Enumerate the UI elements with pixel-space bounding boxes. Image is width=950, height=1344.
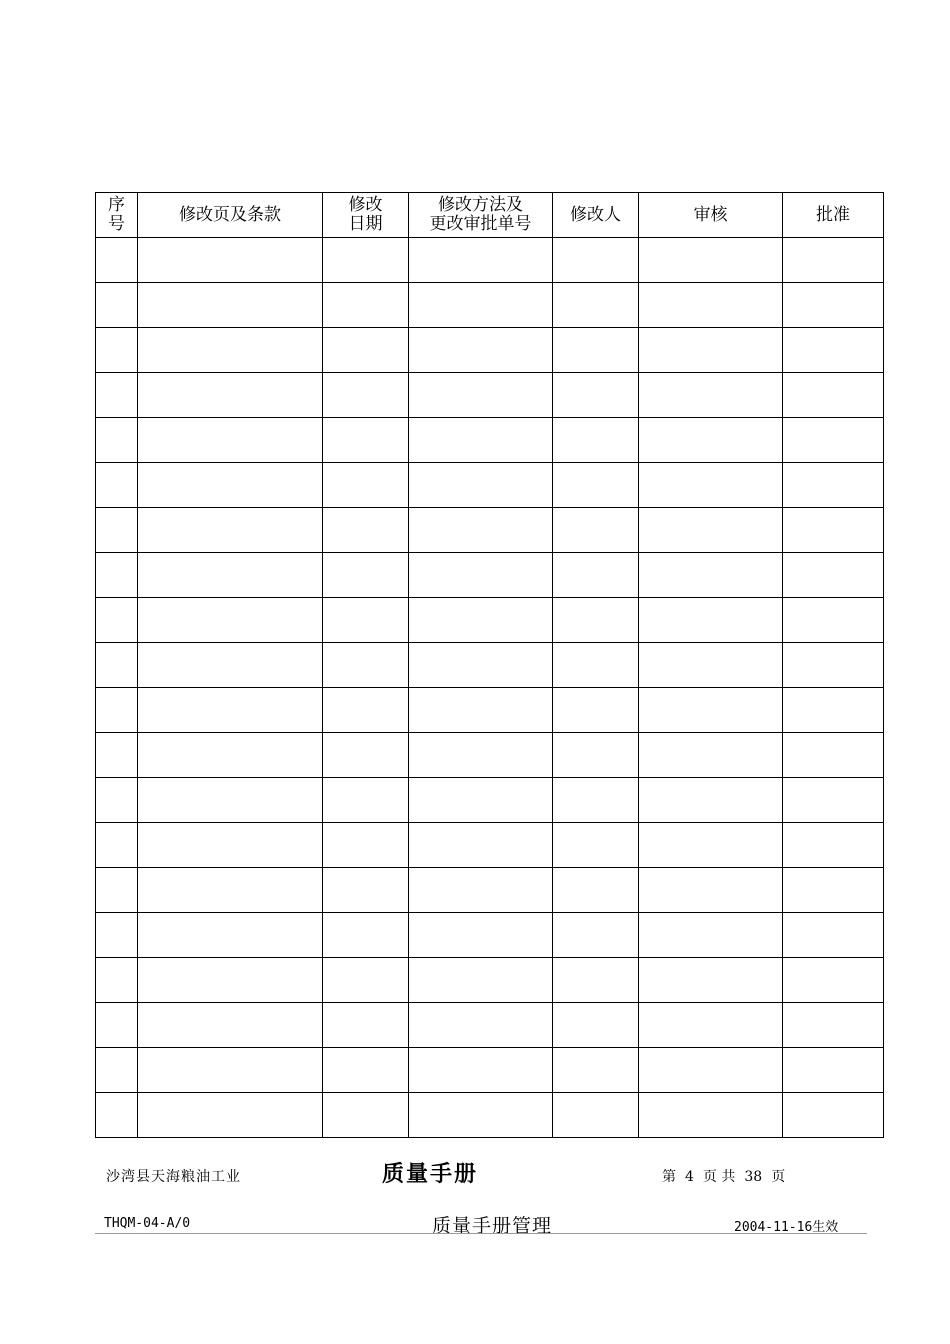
cell-pages-clauses xyxy=(138,418,323,463)
cell-pages-clauses xyxy=(138,463,323,508)
header-date xyxy=(323,193,409,238)
cell-reviewer xyxy=(639,598,783,643)
cell-seq xyxy=(96,958,138,1003)
cell-approver xyxy=(783,688,884,733)
cell-approver xyxy=(783,328,884,373)
cell-approver xyxy=(783,508,884,553)
cell-date xyxy=(323,1003,409,1048)
cell-date xyxy=(323,328,409,373)
table-header-row xyxy=(96,193,884,238)
cell-pages-clauses xyxy=(138,283,323,328)
cell-approver xyxy=(783,418,884,463)
cell-method xyxy=(409,463,553,508)
cell-reviewer xyxy=(639,1003,783,1048)
cell-method xyxy=(409,328,553,373)
cell-approver xyxy=(783,868,884,913)
header-seq xyxy=(96,193,138,238)
cell-method xyxy=(409,778,553,823)
page-total: 38 xyxy=(744,1169,763,1185)
cell-method xyxy=(409,238,553,283)
table-row xyxy=(96,1003,884,1048)
page-number: 4 xyxy=(685,1169,694,1185)
cell-date xyxy=(323,238,409,283)
header-modifier-line1: 修改人 xyxy=(570,204,621,225)
header-method-line2: 更改审批单号 xyxy=(429,214,532,234)
cell-modifier xyxy=(553,958,639,1003)
cell-seq xyxy=(96,643,138,688)
cell-method xyxy=(409,643,553,688)
cell-pages-clauses xyxy=(138,823,323,868)
cell-method xyxy=(409,418,553,463)
cell-reviewer xyxy=(639,508,783,553)
cell-date xyxy=(323,553,409,598)
cell-method xyxy=(409,733,553,778)
cell-pages-clauses xyxy=(138,238,323,283)
table-row xyxy=(96,643,884,688)
cell-date xyxy=(323,778,409,823)
cell-pages-clauses xyxy=(138,733,323,778)
header-seq-line1: 序 xyxy=(108,195,125,215)
cell-modifier xyxy=(553,598,639,643)
cell-pages-clauses xyxy=(138,508,323,553)
cell-modifier xyxy=(553,1048,639,1093)
cell-reviewer xyxy=(639,328,783,373)
cell-seq xyxy=(96,1003,138,1048)
cell-pages-clauses xyxy=(138,913,323,958)
table-row xyxy=(96,553,884,598)
cell-modifier xyxy=(553,688,639,733)
cell-date xyxy=(323,598,409,643)
section-title: 质量手册管理 xyxy=(432,1215,553,1237)
cell-date xyxy=(323,1093,409,1138)
cell-method xyxy=(409,553,553,598)
cell-seq xyxy=(96,598,138,643)
company-name: 沙湾县天海粮油工业 xyxy=(106,1169,241,1185)
cell-method xyxy=(409,823,553,868)
cell-reviewer xyxy=(639,868,783,913)
cell-seq xyxy=(96,373,138,418)
cell-modifier xyxy=(553,553,639,598)
page-label-suffix: 页 xyxy=(771,1169,786,1185)
table-row xyxy=(96,283,884,328)
cell-pages-clauses xyxy=(138,328,323,373)
cell-date xyxy=(323,1048,409,1093)
cell-modifier xyxy=(553,778,639,823)
cell-date xyxy=(323,508,409,553)
cell-date xyxy=(323,958,409,1003)
cell-pages-clauses xyxy=(138,958,323,1003)
cell-seq xyxy=(96,913,138,958)
cell-reviewer xyxy=(639,373,783,418)
cell-method xyxy=(409,373,553,418)
cell-pages-clauses xyxy=(138,373,323,418)
cell-method xyxy=(409,1093,553,1138)
cell-seq xyxy=(96,508,138,553)
cell-date xyxy=(323,823,409,868)
table-row xyxy=(96,1093,884,1138)
cell-pages-clauses xyxy=(138,1003,323,1048)
cell-approver xyxy=(783,283,884,328)
cell-date xyxy=(323,373,409,418)
cell-date xyxy=(323,868,409,913)
cell-approver xyxy=(783,238,884,283)
cell-seq xyxy=(96,1093,138,1138)
table-body xyxy=(96,238,884,1138)
cell-date xyxy=(323,418,409,463)
header-method-line1: 修改方法及 xyxy=(438,195,523,215)
header-pages-clauses xyxy=(138,193,323,238)
cell-modifier xyxy=(553,373,639,418)
cell-modifier xyxy=(553,643,639,688)
cell-reviewer xyxy=(639,283,783,328)
cell-approver xyxy=(783,958,884,1003)
cell-pages-clauses xyxy=(138,1048,323,1093)
cell-reviewer xyxy=(639,913,783,958)
cell-reviewer xyxy=(639,958,783,1003)
cell-pages-clauses xyxy=(138,778,323,823)
effective-date-value: 2004-11-16 xyxy=(734,1220,813,1235)
table-row xyxy=(96,373,884,418)
cell-seq xyxy=(96,328,138,373)
cell-pages-clauses xyxy=(138,553,323,598)
table-row xyxy=(96,328,884,373)
page-label-prefix: 第 xyxy=(662,1169,676,1185)
cell-method xyxy=(409,1048,553,1093)
table-row xyxy=(96,418,884,463)
header-seq-line2: 号 xyxy=(108,214,125,234)
cell-method xyxy=(409,913,553,958)
cell-modifier xyxy=(553,328,639,373)
header-date-line2: 日期 xyxy=(348,214,383,234)
header-pages-clauses-line1: 修改页及条款 xyxy=(179,204,281,225)
cell-date xyxy=(323,733,409,778)
page-label-mid: 页 共 xyxy=(702,1169,736,1185)
cell-seq xyxy=(96,418,138,463)
cell-approver xyxy=(783,598,884,643)
cell-seq xyxy=(96,238,138,283)
cell-modifier xyxy=(553,733,639,778)
cell-method xyxy=(409,508,553,553)
cell-date xyxy=(323,913,409,958)
table-row xyxy=(96,508,884,553)
cell-seq xyxy=(96,1048,138,1093)
cell-reviewer xyxy=(639,643,783,688)
cell-date xyxy=(323,688,409,733)
cell-pages-clauses xyxy=(138,688,323,733)
footer-divider xyxy=(95,1233,867,1234)
cell-modifier xyxy=(553,463,639,508)
cell-approver xyxy=(783,1048,884,1093)
table-row xyxy=(96,1048,884,1093)
cell-reviewer xyxy=(639,823,783,868)
cell-method xyxy=(409,958,553,1003)
cell-modifier xyxy=(553,283,639,328)
cell-pages-clauses xyxy=(138,643,323,688)
cell-seq xyxy=(96,688,138,733)
table-row xyxy=(96,598,884,643)
cell-modifier xyxy=(553,508,639,553)
cell-date xyxy=(323,463,409,508)
cell-method xyxy=(409,868,553,913)
cell-approver xyxy=(783,778,884,823)
cell-method xyxy=(409,598,553,643)
table-row xyxy=(96,913,884,958)
cell-pages-clauses xyxy=(138,598,323,643)
cell-modifier xyxy=(553,238,639,283)
effective-label: 生效 xyxy=(812,1220,839,1235)
header-reviewer xyxy=(639,193,783,238)
cell-date xyxy=(323,283,409,328)
cell-reviewer xyxy=(639,463,783,508)
cell-seq xyxy=(96,283,138,328)
cell-method xyxy=(409,1003,553,1048)
cell-approver xyxy=(783,733,884,778)
cell-modifier xyxy=(553,868,639,913)
cell-seq xyxy=(96,463,138,508)
cell-approver xyxy=(783,823,884,868)
cell-approver xyxy=(783,1003,884,1048)
document-code: THQM-04-A/0 xyxy=(104,1216,191,1231)
cell-reviewer xyxy=(639,1048,783,1093)
cell-modifier xyxy=(553,913,639,958)
cell-reviewer xyxy=(639,688,783,733)
table-row xyxy=(96,958,884,1003)
table-row xyxy=(96,823,884,868)
header-reviewer-line1: 审核 xyxy=(693,204,728,225)
cell-modifier xyxy=(553,418,639,463)
cell-modifier xyxy=(553,1003,639,1048)
header-method xyxy=(409,193,553,238)
header-modifier xyxy=(553,193,639,238)
cell-reviewer xyxy=(639,733,783,778)
revision-record-table xyxy=(95,192,884,1138)
header-approver-line1: 批准 xyxy=(816,204,850,225)
cell-approver xyxy=(783,913,884,958)
cell-seq xyxy=(96,778,138,823)
cell-seq xyxy=(96,733,138,778)
cell-pages-clauses xyxy=(138,868,323,913)
manual-title: 质量手册 xyxy=(382,1161,479,1187)
cell-seq xyxy=(96,553,138,598)
cell-modifier xyxy=(553,1093,639,1138)
cell-date xyxy=(323,643,409,688)
cell-reviewer xyxy=(639,778,783,823)
page-info xyxy=(662,1166,794,1186)
cell-pages-clauses xyxy=(138,1093,323,1138)
table-row xyxy=(96,688,884,733)
cell-method xyxy=(409,688,553,733)
cell-seq xyxy=(96,868,138,913)
cell-approver xyxy=(783,463,884,508)
cell-reviewer xyxy=(639,553,783,598)
table-row xyxy=(96,463,884,508)
table-row xyxy=(96,778,884,823)
cell-approver xyxy=(783,373,884,418)
cell-approver xyxy=(783,553,884,598)
table-row xyxy=(96,238,884,283)
table-row xyxy=(96,733,884,778)
header-date-line1: 修改 xyxy=(348,195,383,215)
cell-reviewer xyxy=(639,1093,783,1138)
header-approver xyxy=(783,193,884,238)
cell-approver xyxy=(783,1093,884,1138)
cell-approver xyxy=(783,643,884,688)
cell-method xyxy=(409,283,553,328)
table-row xyxy=(96,868,884,913)
cell-reviewer xyxy=(639,238,783,283)
cell-seq xyxy=(96,823,138,868)
cell-reviewer xyxy=(639,418,783,463)
cell-modifier xyxy=(553,823,639,868)
